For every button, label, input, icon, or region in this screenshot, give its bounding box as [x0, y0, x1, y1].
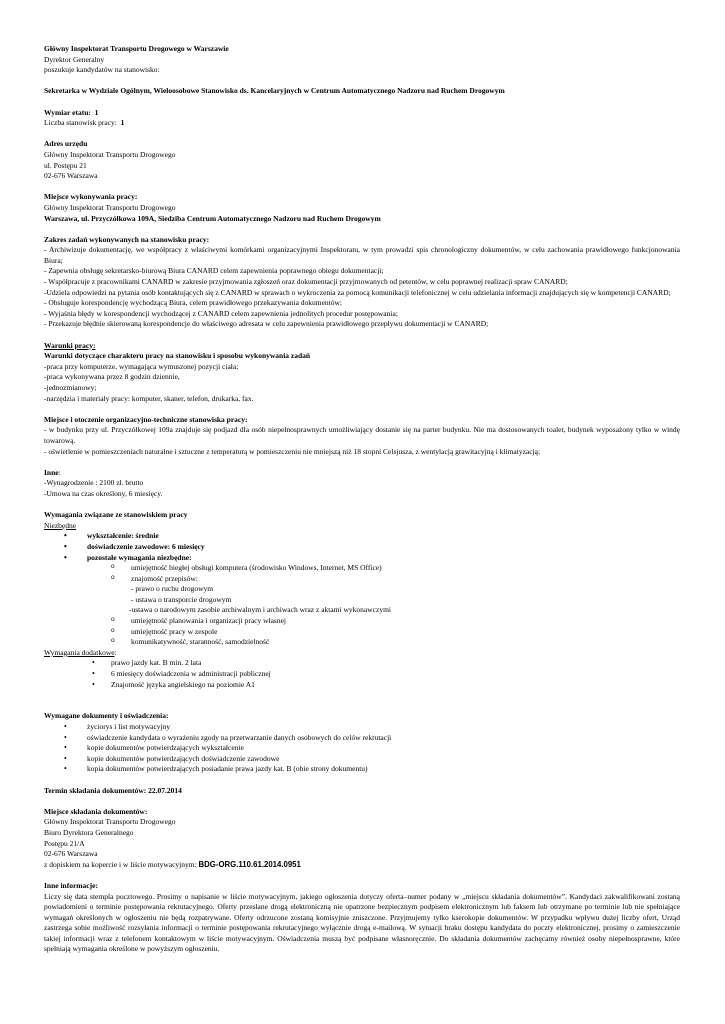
position-title: Sekretarka w Wydziale Ogólnym, Wieloosobowe Stanowisko ds. Kancelaryjnych w Centrum Automatycznego Nadzoru nad Ruchem Drogowym — [44, 86, 505, 96]
task-item: - Zapewnia obsługę sekretarsko-biurową Biura CANARD celem zapewnienia poprawnego obiegu dokumentacji; — [44, 266, 384, 276]
necessary-item: • pozostałe wymagania niezbędne: — [44, 553, 680, 564]
skill-item: o umiejętność planowania i organizacji pracy własnej — [44, 616, 680, 627]
document-item: • kopia dokumentów potwierdzających posiadanie prawa jazdy kat. B (obie strony dokumentu) — [44, 764, 680, 775]
org-name: Główny Inspektorat Transportu Drogowego w Warszawie — [44, 44, 229, 53]
count-value: 1 — [120, 118, 125, 128]
submission-note — [44, 860, 680, 871]
document-item: • życiorys i list motywacyjny — [44, 722, 680, 733]
law-item: -ustawa o narodowym zasobie archiwalnym i archiwach wraz z aktami wykonawczymi — [129, 605, 391, 615]
submission-note-prefix: z dopiskiem na kopercie i w liście motywacyjnym: — [44, 859, 199, 869]
additional-item: • prawo jazdy kat. B min. 2 lata — [44, 658, 680, 669]
other-necessary-item: o umiejętność biegłej obsługi komputera (środowisko Windows, Internet, MS Office) — [44, 563, 680, 574]
additional-colon: : — [114, 647, 117, 657]
employment-rate — [44, 108, 680, 119]
environment-item: - w budynku przy ul. Przyczółkowej 109a znajduje się podjazd dla osób niepełnosprawnych umożliwiający dostanie się na parter budynku. Nie ma dostosowanych toalet, budynek wyposażony tylko w windę towarową. — [44, 425, 680, 445]
condition-item: -praca wykonywana przez 8 godzin dziennie, — [44, 372, 180, 382]
conditions-subheading: Warunki dotyczące charakteru pracy na stanowisku i sposobu wykonywania zadań — [44, 351, 311, 361]
other-item: -Umowa na czas określony, 6 miesięcy. — [44, 488, 163, 498]
task-item: -Udziela odpowiedzi na pytania osób kontaktujących się z CANARD w sprawach o wykroczenia za pomocą komunikacji telefonicznej w celu udzielania informacji znajdujących się w kompetencji CANARD; — [44, 287, 671, 297]
reference-number: BDG-ORG.110.61.2014.0951 — [198, 859, 301, 869]
law-item: - ustawa o transporcie drogowym — [131, 594, 232, 604]
submission-line: Postępu 21/A — [44, 838, 85, 848]
environment-heading: Miejsce i otoczenie organizacyjno-techniczne stanowiska pracy: — [44, 414, 248, 424]
job-posting-document — [44, 44, 680, 955]
condition-item: -jednozmianowy; — [44, 383, 97, 392]
count-label: Liczba stanowisk pracy: — [44, 118, 117, 128]
document-item: • kopie dokumentów potwierdzających wykształcenie — [44, 743, 680, 754]
office-address-line: ul. Postępu 21 — [44, 160, 87, 170]
document-item: • oświadczenie kandydata o wyrażeniu zgody na przetwarzanie danych osobowych do celów rekrutacji — [44, 733, 680, 744]
condition-item: -narzędzia i materiały pracy: komputer, skaner, telefon, drukarka, fax. — [44, 393, 254, 403]
skill-item: o umiejętność pracy w zespole — [44, 627, 680, 638]
office-address-line: Główny Inspektorat Transportu Drogowego — [44, 149, 176, 159]
task-item: - Wyjaśnia błędy w korespondencji wychodzącej z CANARD celem zapewnienia jednolitych procedur postępowania; — [44, 308, 398, 318]
necessary-item: • doświadczenie zawodowe: 6 miesięcy — [44, 542, 680, 553]
deadline: Termin składania dokumentów: 22.07.2014 — [44, 785, 182, 795]
submission-line: 02-676 Warszawa — [44, 849, 98, 859]
task-item: - Współpracuje z pracownikami CANARD w zakresie przyjmowania zgłoszeń oraz dokumentacji przyjmowanych od petentów, w celu poprawnej realizacji spraw CANARD; — [44, 277, 568, 287]
info-heading: Inne informacje: — [44, 880, 98, 890]
additional-label: Wymagania dodatkowe — [44, 647, 115, 657]
environment-item: - oświetlenie w pomieszczeniach naturalne i sztuczne z temperaturą w pomieszczeniu nie mniejszą niż 18 stopni Celsjusza, z wentylacją grawitacyjną i klimatyzacją; — [44, 446, 541, 456]
tasks-heading: Zakres zadań wykonywanych na stanowisku pracy: — [44, 234, 210, 244]
employment-label: Wymiar etatu: — [44, 107, 91, 117]
additional-item: • 6 miesięcy doświadczenia w administracji publicznej — [44, 669, 680, 680]
other-colon: : — [58, 467, 61, 477]
document-item: • kopie dokumentów potwierdzających doświadczenie zawodowe — [44, 754, 680, 765]
workplace-line: Główny Inspektorat Transportu Drogowego — [44, 202, 176, 212]
task-item: - Przekazuje błędnie skierowaną korespondencje do właściwego adresata w celu zapewnienia prawidłowego przepływu dokumentacji w CANARD; — [44, 319, 489, 329]
conditions-heading: Warunki pracy: — [44, 340, 96, 350]
workplace-heading: Miejsce wykonywania pracy: — [44, 192, 138, 202]
other-heading — [44, 468, 680, 479]
necessary-label: Niezbędne — [44, 520, 77, 530]
director-title: Dyrektor Generalny — [44, 54, 105, 64]
requirements-heading: Wymagania związane ze stanowiskiem pracy — [44, 510, 188, 520]
workplace-address: Warszawa, ul. Przyczółkowa 109A, Siedziba Centrum Automatycznego Nadzoru nad Ruchem Drogowym — [44, 213, 381, 223]
seeking-text: poszukuje kandydatów na stanowisko: — [44, 65, 160, 75]
law-item: - prawo o ruchu drogowym — [131, 584, 214, 594]
documents-heading: Wymagane dokumenty i oświadczenia: — [44, 711, 169, 721]
necessary-item: • wykształcenie: średnie — [44, 531, 680, 542]
other-item: -Wynagrodzenie : 2100 zł. brutto — [44, 478, 144, 488]
office-address-heading: Adres urzędu — [44, 139, 88, 149]
office-address-line: 02-676 Warszawa — [44, 171, 98, 181]
condition-item: -praca przy komputerze, wymagająca wymuszonej pozycji ciała; — [44, 361, 239, 371]
task-item: - Obsługuje korespondencję wychodzącą Biura, celem prawidłowego przekazywania dokumentów; — [44, 298, 343, 308]
other-necessary-item: o znajomość przepisów: — [44, 574, 680, 585]
info-text: Liczy się data stempla pocztowego. Prosimy o napisanie w liście motywacyjnym, jakiego ogłoszenia dotyczy oferta–numer podany w „miejscu składania dokumentów”. Kandydaci zakwalifikowani zostaną powiadomieni o terminie postępowania rekrutacyjnego. Oferty przesłane drogą elektroniczną nie opatrzone bezpiecznym podpisem elektronicznym lub faksem lub otrzymane po terminie lub nie spełniające wymagań określonych w ogłoszeniu nie będą rozpatrywane. Oferty odrzucone zostaną komisyjnie zniszczone. Przyjmujemy tylko kserokopie dokumentów. W przypadku wpływu dużej liczby ofert, Urząd zastrzega sobie możliwość rozsyłania informacji o terminie postępowania rekrutacyjnego wyłącznie drogą e-mailową. W sytuacji braku dostępu kandydata do poczty elektronicznej, prosimy o zamieszczenie takiej informacji wraz z telefonem kontaktowym w liście motywacyjnym. Oświadczenia muszą być podpisane własnoręcznie. Do składania dokumentów zachęcamy również osoby niepełnosprawne, które spełniają wymagania określone w powyższym ogłoszeniu. — [44, 891, 680, 954]
additional-item: • Znajomość języka angielskiego na poziomie A1 — [44, 680, 680, 691]
positions-count — [44, 118, 680, 129]
submission-line: Główny Inspektorat Transportu Drogowego — [44, 817, 176, 827]
other-heading-text: Inne — [44, 467, 59, 477]
employment-value: 1 — [94, 107, 99, 117]
task-item: - Archiwizuje dokumentację, we współpracy z właściwymi komórkami organizacyjnymi Inspektoratu, w tym prowadzi spis chronologiczny dokumentów, w celu zachowania prawidłowego funkcjonowania Biura; — [44, 245, 680, 265]
submission-line: Biuro Dyrektora Generalnego — [44, 827, 134, 837]
skill-item: o komunikatywność, staranność, samodzielność — [44, 637, 680, 648]
submission-heading: Miejsce składania dokumentów: — [44, 806, 148, 816]
additional-heading — [44, 648, 680, 659]
